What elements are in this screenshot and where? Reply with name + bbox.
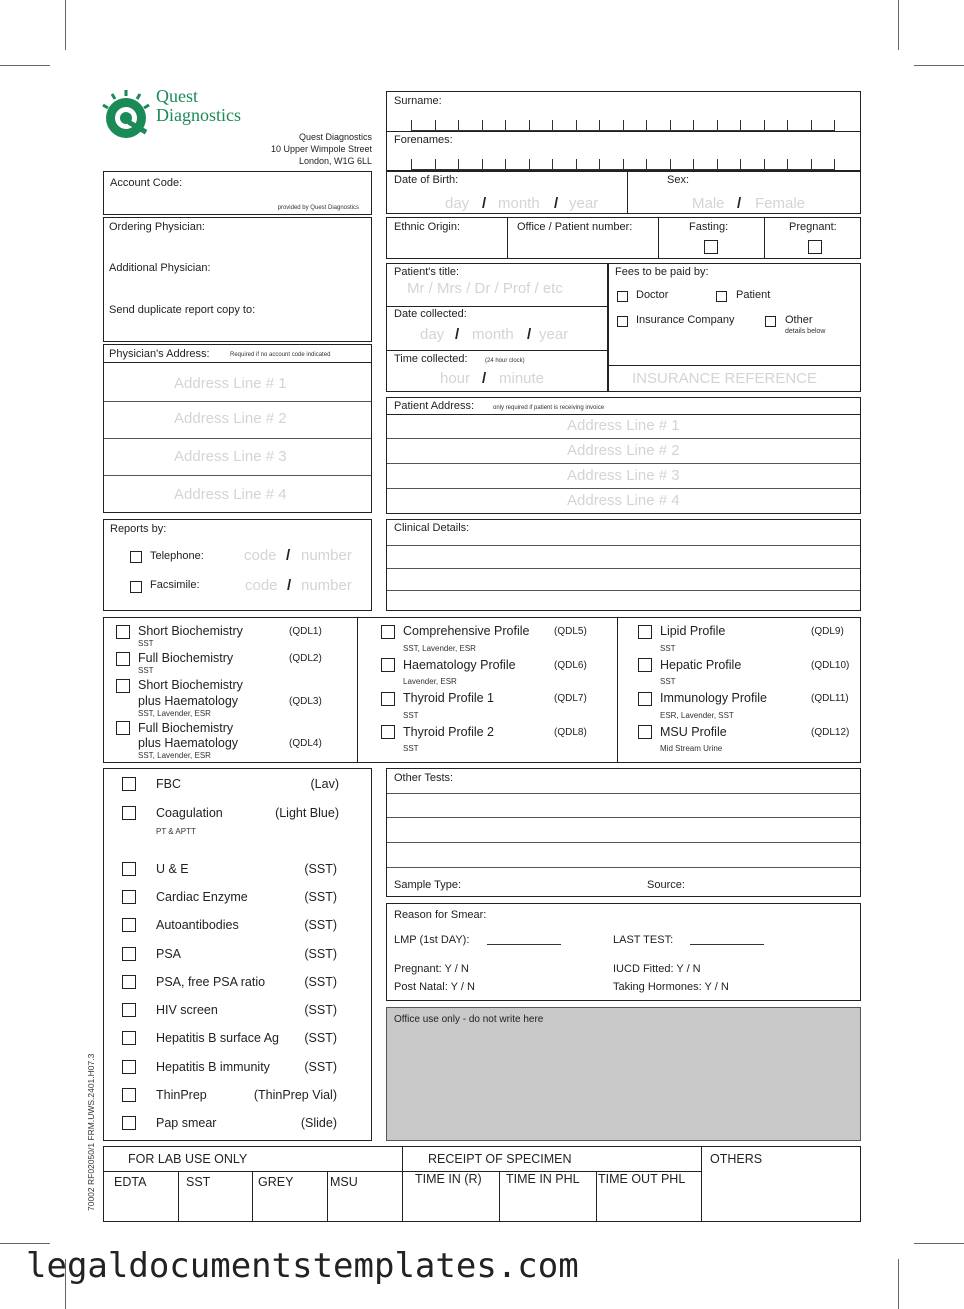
qdl6-code: (QDL6) [554,660,587,671]
fees-doctor-label: Doctor [636,289,669,301]
dob-sex-section [386,171,861,214]
lab-address-line: London, W1G 6LL [298,156,372,166]
physician-address-note: Required if no account code indicated [230,352,331,358]
dob-year-field[interactable]: year [569,195,599,212]
reports-by-section [103,519,372,611]
patient-address-note: only required if patient is receiving invoice [493,405,605,411]
source-label: Source: [647,879,685,891]
qdl8-checkbox[interactable] [381,725,395,739]
fees-insurance-checkbox[interactable] [617,316,628,327]
smear-iucd[interactable]: IUCD Fitted: Y / N [613,963,701,975]
crop-mark [0,1243,50,1244]
office-use-label: Office use only - do not write here [394,1014,544,1025]
date-collected-label: Date collected: [394,308,467,320]
patient-address-line-2[interactable]: Address Line # 2 [567,442,680,459]
qdl9-tubes: SST [660,644,676,653]
other-tests-section[interactable] [386,768,861,897]
qdl4-name-2: plus Haematology [138,736,239,750]
qdl11-tubes: ESR, Lavender, SST [660,711,734,720]
collected-year-field[interactable]: year [539,326,569,343]
sex-male-option[interactable]: Male [692,195,725,212]
hep-b-surface-name: Hepatitis B surface Ag [156,1031,279,1045]
lab-use-table [103,1146,861,1222]
crop-mark [0,65,50,66]
collected-hour-field[interactable]: hour [440,370,471,387]
physician-address-line-4[interactable]: Address Line # 4 [174,486,287,503]
receipt-time-in-r: TIME IN (R) [415,1172,482,1186]
fees-section [608,263,861,392]
fees-doctor-checkbox[interactable] [617,291,628,302]
patient-title-field[interactable]: Mr / Mrs / Dr / Prof / etc [407,280,563,297]
u-and-e-name: U & E [156,862,189,876]
logo-text-diagnostics: Diagnostics [156,105,241,125]
patient-address-line-3[interactable]: Address Line # 3 [567,467,680,484]
reports-by-label: Reports by: [110,523,167,535]
qdl3-tubes: SST, Lavender, ESR [138,709,211,718]
ethnic-section [386,217,861,259]
qdl7-code: (QDL7) [554,693,587,704]
qdl3-name-2: plus Haematology [138,694,239,708]
account-code-field[interactable] [103,171,372,215]
smear-section [386,903,861,1001]
psa-name: PSA [156,947,182,961]
qdl11-code: (QDL11) [811,693,849,704]
qdl3-checkbox[interactable] [116,679,130,693]
last-test-label: LAST TEST: [613,934,674,946]
lab-use-title: FOR LAB USE ONLY [128,1152,248,1166]
smear-post-natal[interactable]: Post Natal: Y / N [394,981,475,993]
qdl6-name: Haematology Profile [403,658,516,672]
qdl3-code: (QDL3) [289,696,322,707]
receipt-time-out-phl: TIME OUT PHL [598,1172,686,1186]
patient-title-label: Patient's title: [394,266,460,278]
time-slash: / [482,370,487,387]
qdl5-tubes: SST, Lavender, ESR [403,644,476,653]
autoantibodies-checkbox[interactable] [122,918,136,932]
physician-address-line-1[interactable]: Address Line # 1 [174,375,287,392]
qdl2-name: Full Biochemistry [138,651,234,665]
office-number-label: Office / Patient number: [517,221,633,233]
pap-smear-checkbox[interactable] [122,1116,136,1130]
qdl10-code: (QDL10) [811,660,850,671]
receipt-time-in-phl: TIME IN PHL [506,1172,580,1186]
fees-other-note: details below [785,328,826,335]
dob-slash: / [482,195,487,212]
thinprep-tube: (ThinPrep Vial) [253,1088,337,1102]
additional-physician-label: Additional Physician: [109,262,211,274]
collected-slash: / [527,326,532,343]
patient-address-label: Patient Address: [394,400,475,412]
qdl11-checkbox[interactable] [638,692,652,706]
pregnant-label: Pregnant: [789,221,837,233]
dob-month-field[interactable]: month [498,195,540,212]
hep-b-immunity-checkbox[interactable] [122,1060,136,1074]
collected-minute-field[interactable]: minute [499,370,545,387]
telephone-checkbox[interactable] [130,551,142,563]
physician-section [103,217,372,342]
qdl4-tubes: SST, Lavender, ESR [138,751,211,760]
lab-address [200,131,372,167]
ordering-physician-label: Ordering Physician: [109,221,205,233]
qdl10-checkbox[interactable] [638,658,652,672]
dob-label: Date of Birth: [394,174,459,186]
qdl1-tubes: SST [138,639,154,648]
autoantibodies-name: Autoantibodies [156,918,239,932]
sex-slash: / [737,195,742,212]
pap-smear-tube: (Slide) [300,1116,337,1130]
account-code-label: Account Code: [110,177,183,189]
coagulation-tube: (Light Blue) [275,806,339,820]
qdl10-name: Hepatic Profile [660,658,742,672]
crop-mark [65,0,66,50]
facsimile-slash: / [287,577,292,594]
insurance-reference-field[interactable]: INSURANCE REFERENCE [632,370,818,387]
collected-slash: / [455,326,460,343]
fbc-checkbox[interactable] [122,777,136,791]
crop-mark [898,1259,899,1309]
qdl12-tubes: Mid Stream Urine [660,744,723,753]
qdl9-name: Lipid Profile [660,624,726,638]
hiv-screen-tube: (SST) [304,1003,337,1017]
lab-col-sst: SST [186,1175,211,1189]
qdl6-checkbox[interactable] [381,658,395,672]
autoantibodies-tube: (SST) [304,918,337,932]
lab-address-line: 10 Upper Wimpole Street [270,144,372,154]
patient-names-section [386,91,861,171]
qdl3-name: Short Biochemistry [138,678,243,692]
fasting-label: Fasting: [689,221,729,233]
logo-text-quest: Quest [156,86,198,106]
smear-hormones[interactable]: Taking Hormones: Y / N [613,981,729,993]
qdl7-checkbox[interactable] [381,692,395,706]
crop-mark [914,1243,964,1244]
coagulation-checkbox[interactable] [122,806,136,820]
fees-patient-checkbox[interactable] [716,291,727,302]
qdl12-name: MSU Profile [660,725,727,739]
ethnic-origin-label: Ethnic Origin: [394,221,461,233]
qdl5-checkbox[interactable] [381,625,395,639]
qdl7-name: Thyroid Profile 1 [403,691,495,705]
qdl12-code: (QDL12) [811,727,850,738]
psa-tube: (SST) [304,947,337,961]
surname-tick-row [411,120,835,131]
qdl10-tubes: SST [660,677,676,686]
other-tests-label: Other Tests: [394,772,454,784]
patient-address-line-1[interactable]: Address Line # 1 [567,417,680,434]
smear-reason-label: Reason for Smear: [394,909,487,921]
u-and-e-tube: (SST) [304,862,337,876]
physician-address-line-3[interactable]: Address Line # 3 [174,448,287,465]
pregnant-checkbox[interactable] [808,240,822,254]
time-collected-label: Time collected: [394,353,468,365]
patient-address-section [386,397,861,514]
watermark-text: legaldocumentstemplates.com [26,1246,579,1286]
qdl9-checkbox[interactable] [638,625,652,639]
u-and-e-checkbox[interactable] [122,862,136,876]
facsimile-label: Facsimile: [150,579,200,591]
clinical-details-section[interactable] [386,519,861,611]
crop-mark [914,65,964,66]
crop-mark [898,0,899,50]
qdl7-tubes: SST [403,711,419,720]
lab-col-edta: EDTA [114,1175,147,1189]
receipt-title: RECEIPT OF SPECIMEN [428,1152,572,1166]
qdl1-code: (QDL1) [289,626,322,637]
fees-label: Fees to be paid by: [615,266,709,278]
forenames-label: Forenames: [394,134,453,146]
qdl1-checkbox[interactable] [116,625,130,639]
hep-b-surface-tube: (SST) [304,1031,337,1045]
hep-b-immunity-tube: (SST) [304,1060,337,1074]
cardiac-enzyme-tube: (SST) [304,890,337,904]
qdl9-code: (QDL9) [811,626,844,637]
qdl8-tubes: SST [403,744,419,753]
sex-label: Sex: [667,174,690,186]
forenames-tick-row [411,159,835,170]
thinprep-checkbox[interactable] [122,1088,136,1102]
clock-note: (24 hour clock) [485,358,525,364]
account-code-note: provided by Quest Diagnostics [277,205,359,211]
profiles-section [103,617,861,763]
fbc-tube: (Lav) [310,777,339,791]
duplicate-report-label: Send duplicate report copy to: [109,304,256,316]
qdl5-code: (QDL5) [554,626,587,637]
coagulation-note: PT & APTT [156,827,196,836]
sample-type-label: Sample Type: [394,879,462,891]
lmp-input-line[interactable] [487,944,561,945]
psa-ratio-tube: (SST) [304,975,337,989]
fees-other-checkbox[interactable] [765,316,776,327]
lab-col-grey: GREY [258,1175,294,1189]
smear-pregnant[interactable]: Pregnant: Y / N [394,963,469,975]
dob-day-field[interactable]: day [445,195,470,212]
psa-ratio-name: PSA, free PSA ratio [156,975,266,989]
individual-tests-section [103,768,372,1141]
last-test-input-line[interactable] [690,944,764,945]
qdl5-name: Comprehensive Profile [403,624,530,638]
cardiac-enzyme-checkbox[interactable] [122,890,136,904]
qdl4-checkbox[interactable] [116,721,130,735]
qdl2-tubes: SST [138,666,154,675]
psa-checkbox[interactable] [122,947,136,961]
patient-address-line-4[interactable]: Address Line # 4 [567,492,680,509]
hiv-screen-name: HIV screen [156,1003,218,1017]
facsimile-checkbox[interactable] [130,581,142,593]
qdl4-name: Full Biochemistry [138,721,234,735]
psa-ratio-checkbox[interactable] [122,975,136,989]
collected-day-field[interactable]: day [420,326,445,343]
hep-b-surface-checkbox[interactable] [122,1031,136,1045]
clinical-details-label: Clinical Details: [394,522,470,534]
hiv-screen-checkbox[interactable] [122,1003,136,1017]
qdl1-name: Short Biochemistry [138,624,243,638]
qdl2-code: (QDL2) [289,653,322,664]
collection-section [386,263,608,392]
quest-logo-mark-icon [100,88,156,144]
collected-month-field[interactable]: month [472,326,514,343]
qdl2-checkbox[interactable] [116,652,130,666]
office-use-area [386,1007,861,1141]
fees-other-label: Other [785,314,813,326]
fasting-checkbox[interactable] [704,240,718,254]
telephone-slash: / [286,547,291,564]
fees-patient-label: Patient [736,289,771,301]
hep-b-immunity-name: Hepatitis B immunity [156,1060,270,1074]
dob-slash: / [554,195,559,212]
facsimile-number-field[interactable]: number [301,577,352,594]
qdl8-code: (QDL8) [554,727,587,738]
telephone-label: Telephone: [150,550,204,562]
lmp-label: LMP (1st DAY): [394,934,470,946]
thinprep-name: ThinPrep [156,1088,207,1102]
pap-smear-name: Pap smear [156,1116,217,1130]
qdl12-checkbox[interactable] [638,725,652,739]
form-code: 70002 RF02050/1 FRM.UWS.2401.H07.3 [86,1053,96,1211]
lab-col-msu: MSU [330,1175,358,1189]
physician-address-label: Physician's Address: [109,348,210,360]
telephone-number-field[interactable]: number [301,547,352,564]
sex-female-option[interactable]: Female [755,195,806,212]
facsimile-code-field[interactable]: code [245,577,278,594]
lab-others: OTHERS [710,1152,763,1166]
qdl6-tubes: Lavender, ESR [403,677,457,686]
surname-label: Surname: [394,95,442,107]
cardiac-enzyme-name: Cardiac Enzyme [156,890,248,904]
telephone-code-field[interactable]: code [244,547,277,564]
qdl11-name: Immunology Profile [660,691,767,705]
qdl4-code: (QDL4) [289,738,322,749]
fees-insurance-label: Insurance Company [636,314,735,326]
fbc-name: FBC [156,777,181,791]
physician-address-line-2[interactable]: Address Line # 2 [174,410,287,427]
coagulation-name: Coagulation [156,806,223,820]
lab-address-line: Quest Diagnostics [298,132,372,142]
physician-address-section [103,344,372,513]
qdl8-name: Thyroid Profile 2 [403,725,495,739]
